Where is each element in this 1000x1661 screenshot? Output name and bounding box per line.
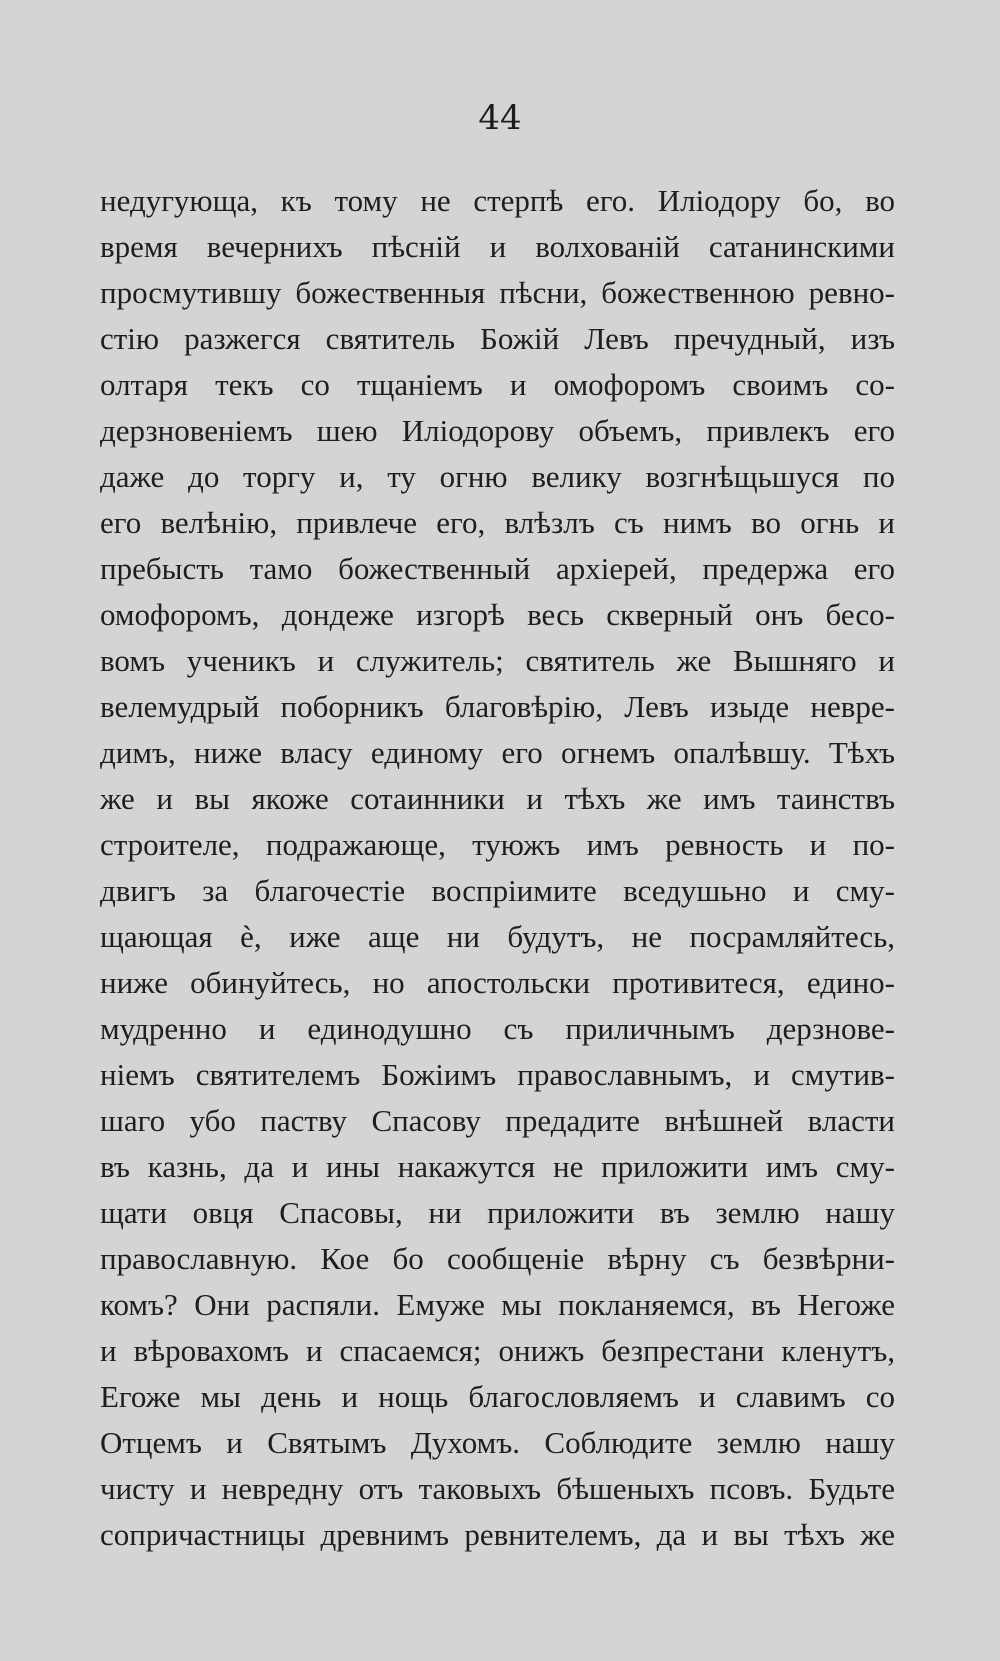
text-line: и вѣровахомъ и спасаемся; онижъ безпрестани кленутъ, [100,1333,895,1368]
text-line: щати овця Спасовы, ни приложити въ землю нашу [100,1195,895,1230]
text-line: сопричастницы древнимъ ревнителемъ, да и вы тѣхъ же [100,1517,895,1552]
body-text [100,178,895,1558]
text-line: димъ, ниже власу единому его огнемъ опалѣвшу. Тѣхъ [100,735,895,770]
text-line: шаго убо паству Спасову предадите внѣшней власти [100,1103,895,1138]
text-line: Егоже мы день и нощь благословляемъ и славимъ со [100,1379,895,1414]
text-line: вомъ ученикъ и служитель; святитель же Вышняго и [100,643,895,678]
text-line: чисту и невредну отъ таковыхъ бѣшеныхъ псовъ. Будьте [100,1471,895,1506]
text-line: православную. Кое бо сообщеніе вѣрну съ безвѣрни- [100,1241,895,1276]
text-line: велемудрый поборникъ благовѣрію, Левъ изыде невре- [100,689,895,724]
text-line: же и вы якоже сотаинники и тѣхъ же имъ таинствъ [100,781,895,816]
text-line: время вечернихъ пѣсній и волхованій сатанинскими [100,229,895,264]
text-line: въ казнь, да и ины накажутся не приложити имъ сму- [100,1149,895,1184]
text-line: дерзновеніемъ шею Иліодорову объемъ, привлекъ его [100,413,895,448]
text-line: двигъ за благочестіе воспріимите вседушьно и сму- [100,873,895,908]
text-line: олтаря текъ со тщаніемъ и омофоромъ своимъ со- [100,367,895,402]
text-line: просмутившу божественныя пѣсни, божественною ревно- [100,275,895,310]
text-line: омофоромъ, дондеже изгорѣ весь скверный онъ бесо- [100,597,895,632]
text-line: мудренно и единодушно съ приличнымъ дерзнове- [100,1011,895,1046]
text-line: его велѣнію, привлече его, влѣзлъ съ нимъ во огнь и [100,505,895,540]
text-line: стію разжегся святитель Божій Левъ пречудный, изъ [100,321,895,356]
text-line: ніемъ святителемъ Божіимъ православнымъ, и смутив- [100,1057,895,1092]
text-line: Отцемъ и Святымъ Духомъ. Соблюдите землю нашу [100,1425,895,1460]
text-line: недугующа, къ тому не стерпѣ его. Иліодору бо, во [100,183,895,218]
text-line: даже до торгу и, ту огню велику возгнѣщьшуся по [100,459,895,494]
text-line: строителе, подражающе, туюжъ имъ ревность и по- [100,827,895,862]
text-line: щающая ѐ, иже аще ни будутъ, не посрамляйтесь, [100,919,895,954]
page-number: 44 [478,98,522,138]
text-line: комъ? Они распяли. Емуже мы покланяемся, въ Негоже [100,1287,895,1322]
text-line: пребысть тамо божественный архіерей, предержа его [100,551,895,586]
text-line: ниже обинуйтесь, но апостольски противитеся, едино- [100,965,895,1000]
